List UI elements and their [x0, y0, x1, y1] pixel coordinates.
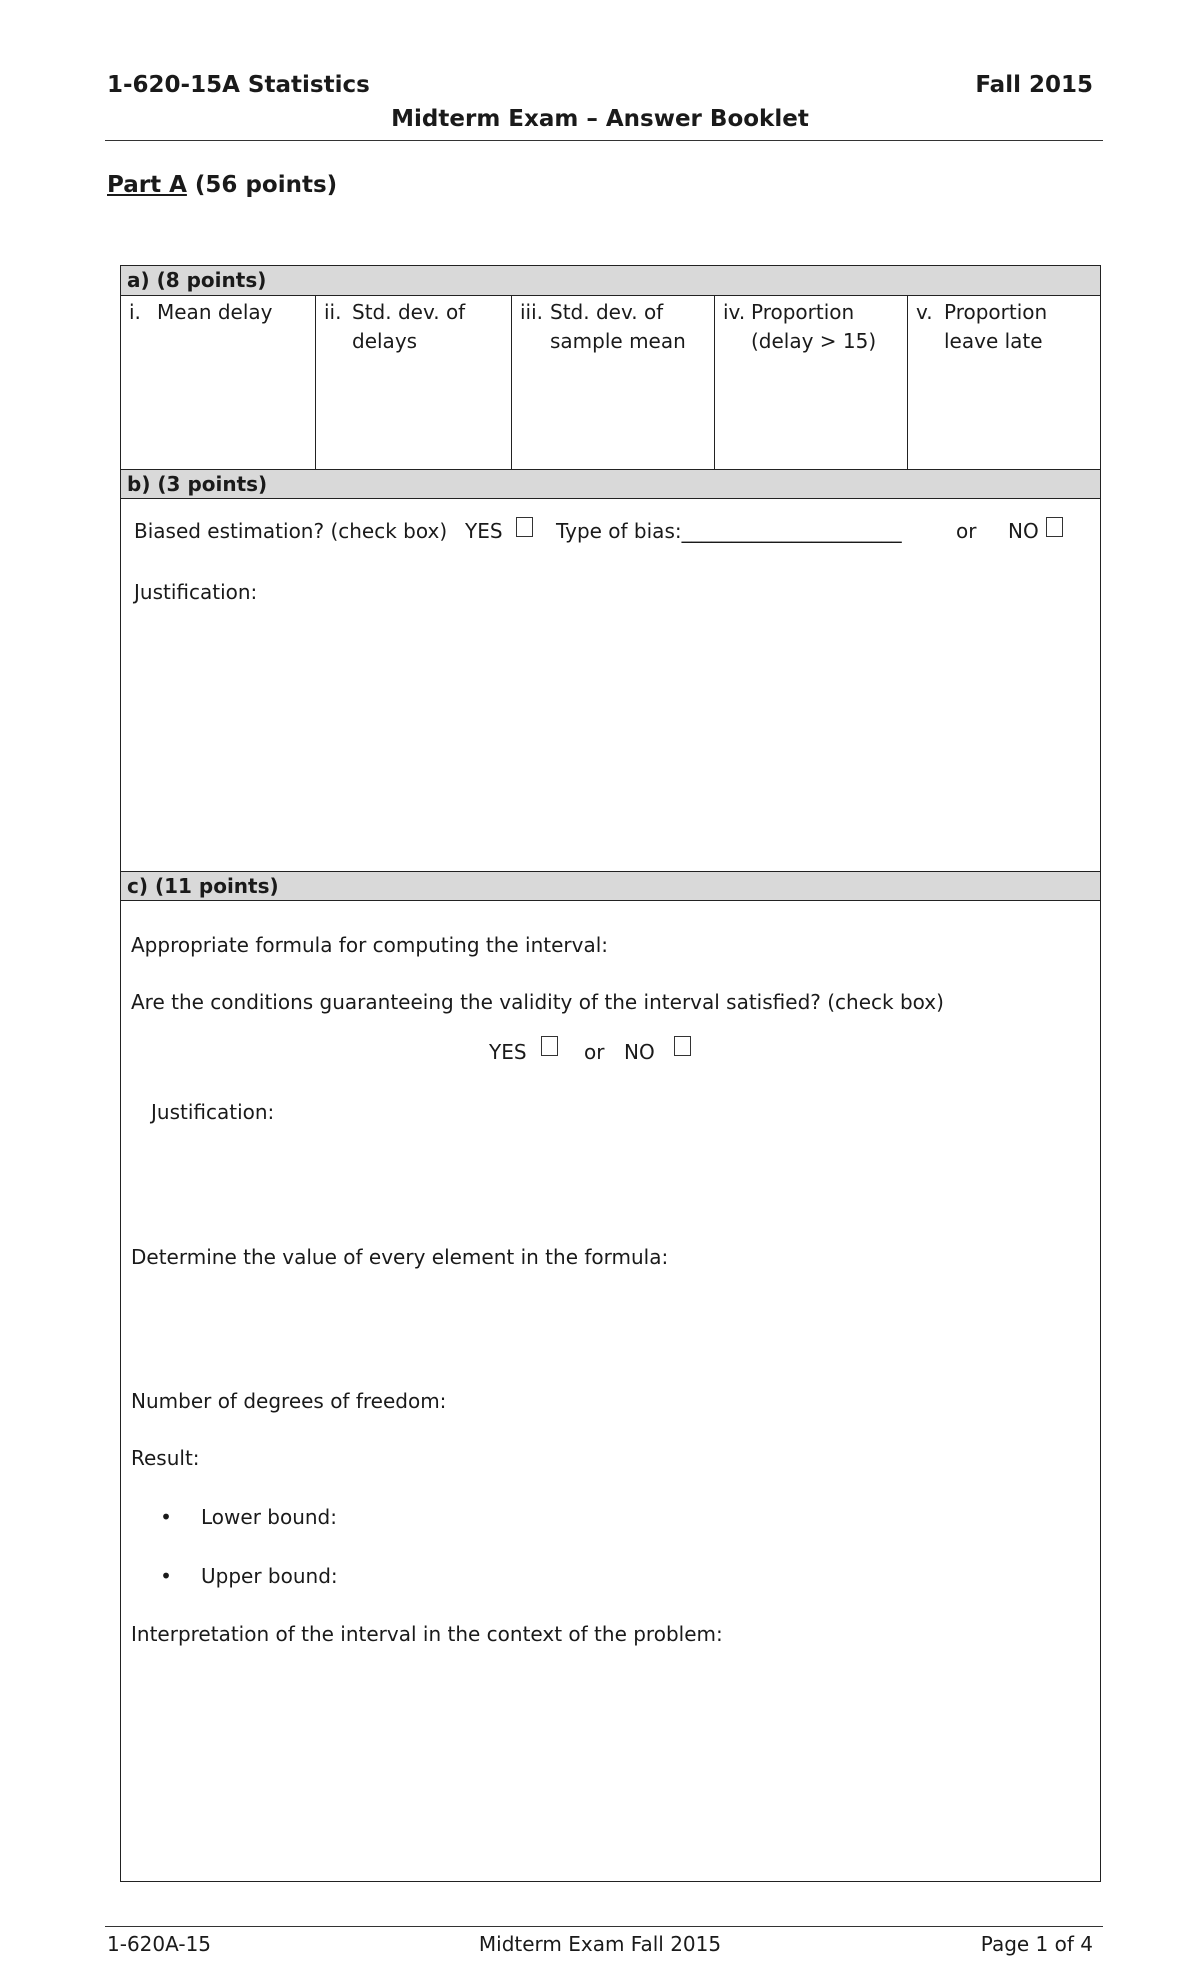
bias-or-label: or	[956, 519, 977, 543]
answer-box	[120, 265, 1101, 1882]
biased-question: Biased estimation? (check box)	[134, 519, 448, 543]
item-label-continued: (delay > 15)	[751, 329, 877, 353]
item-label-continued: delays	[352, 329, 418, 353]
item-label: Std. dev. of	[550, 300, 664, 324]
section-a-heading: a) (8 points)	[121, 266, 1100, 296]
item-number: iv.	[723, 300, 746, 324]
answer-cell-mean-delay[interactable]	[121, 296, 316, 469]
interpretation-area[interactable]	[121, 1656, 1100, 1881]
section-b-body	[121, 499, 1100, 871]
section-c-heading: c) (11 points)	[121, 871, 1100, 901]
booklet-title: Midterm Exam – Answer Booklet	[391, 106, 809, 132]
answer-cell-std-dev-delays[interactable]	[316, 296, 512, 469]
item-number: iii.	[520, 300, 544, 324]
bullet-icon: •	[160, 1564, 172, 1588]
item-label: Proportion	[944, 300, 1048, 324]
item-number: v.	[916, 300, 933, 324]
part-name: Part A	[107, 172, 187, 198]
conditions-or-label: or	[584, 1040, 605, 1064]
formula-label: Appropriate formula for computing the interval:	[131, 933, 609, 957]
conditions-justification-label: Justification:	[151, 1100, 275, 1124]
section-c-body	[121, 901, 1100, 1881]
bias-justification-label: Justification:	[134, 580, 258, 604]
bias-no-checkbox[interactable]	[1046, 517, 1063, 537]
conditions-no-label: NO	[624, 1040, 655, 1064]
bias-justification-area[interactable]	[121, 609, 1100, 871]
answer-cell-proportion-leave-late[interactable]	[908, 296, 1100, 469]
dof-label: Number of degrees of freedom:	[131, 1389, 447, 1413]
item-number: i.	[129, 300, 141, 324]
term-label: Fall 2015	[975, 72, 1093, 98]
type-of-bias-field[interactable]: Type of bias:______________________	[556, 519, 902, 543]
item-label: Proportion	[751, 300, 855, 324]
interpretation-label: Interpretation of the interval in the context of the problem:	[131, 1622, 723, 1646]
bias-no-label: NO	[1008, 519, 1039, 543]
item-number: ii.	[324, 300, 342, 324]
result-label: Result:	[131, 1446, 200, 1470]
conditions-no-checkbox[interactable]	[674, 1036, 691, 1056]
course-title: 1-620-15A Statistics	[107, 72, 370, 98]
item-label: Std. dev. of	[352, 300, 466, 324]
item-label-continued: leave late	[944, 329, 1043, 353]
footer-course-code: 1-620A-15	[107, 1932, 212, 1956]
determine-label: Determine the value of every element in the formula:	[131, 1245, 669, 1269]
bias-yes-label: YES	[465, 519, 503, 543]
answer-cell-std-dev-sample-mean[interactable]	[512, 296, 715, 469]
bullet-icon: •	[160, 1505, 172, 1529]
item-label-continued: sample mean	[550, 329, 686, 353]
header-divider	[105, 140, 1103, 141]
answer-cell-proportion-delay[interactable]	[715, 296, 908, 469]
part-points: (56 points)	[186, 172, 338, 198]
conditions-yes-checkbox[interactable]	[541, 1036, 558, 1056]
item-label: Mean delay	[157, 300, 273, 324]
footer-divider	[105, 1926, 1103, 1927]
section-b-heading: b) (3 points)	[121, 469, 1100, 499]
conditions-question: Are the conditions guaranteeing the validity of the interval satisfied? (check box)	[131, 990, 944, 1014]
footer-exam-name: Midterm Exam Fall 2015	[478, 1932, 722, 1956]
section-a-columns	[121, 296, 1100, 469]
footer-page-number: Page 1 of 4	[980, 1932, 1093, 1956]
bias-yes-checkbox[interactable]	[516, 517, 533, 537]
lower-bound-label: Lower bound:	[201, 1505, 337, 1529]
upper-bound-label: Upper bound:	[201, 1564, 338, 1588]
conditions-yes-label: YES	[489, 1040, 527, 1064]
part-title	[107, 172, 337, 198]
